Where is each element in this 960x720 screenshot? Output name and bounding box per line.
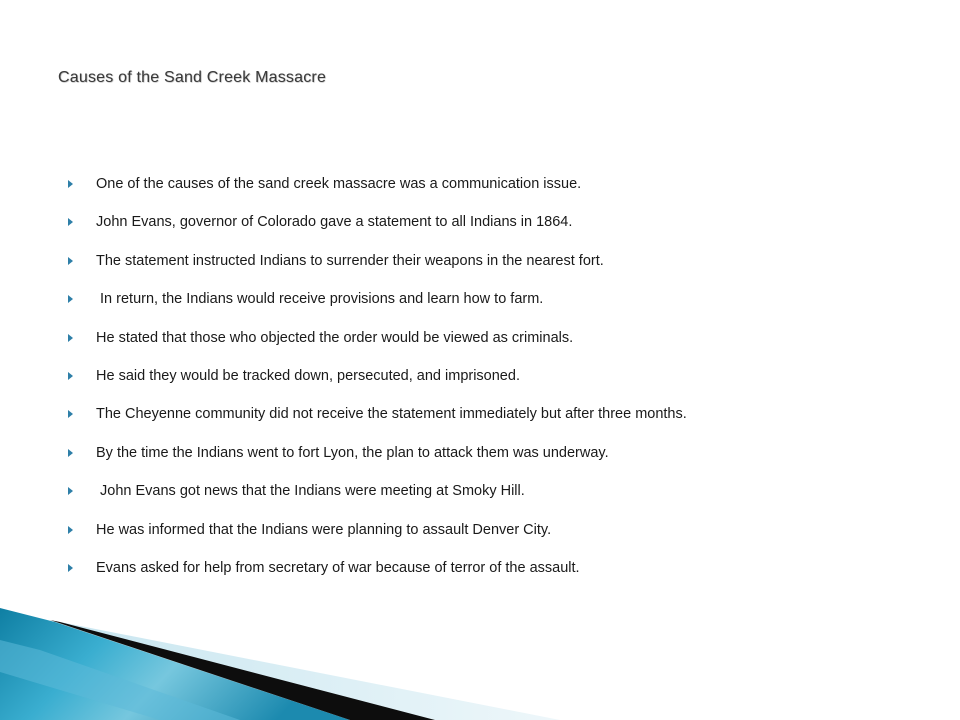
bullet-text: The Cheyenne community did not receive the statement immediately but after three months. bbox=[96, 406, 687, 423]
bullet-text: He stated that those who objected the order would be viewed as criminals. bbox=[96, 329, 574, 346]
bullet-text: John Evans got news that the Indians were meeting at Smoky Hill. bbox=[96, 483, 525, 500]
bullet-text: Evans asked for help from secretary of war because of terror of the assault. bbox=[96, 559, 580, 576]
bullet-text: John Evans, governor of Colorado gave a statement to all Indians in 1864. bbox=[96, 214, 573, 231]
bullet-text: He was informed that the Indians were planning to assault Denver City. bbox=[96, 521, 552, 538]
bullet-text: He said they would be tracked down, persecuted, and imprisoned. bbox=[96, 367, 520, 384]
bullet-text: One of the causes of the sand creek massacre was a communication issue. bbox=[96, 176, 582, 192]
bullet-text: By the time the Indians went to fort Lyon, the plan to attack them was underway. bbox=[96, 444, 609, 461]
bullet-text: The statement instructed Indians to surrender their weapons in the nearest fort. bbox=[96, 252, 604, 269]
bullet-text: In return, the Indians would receive provisions and learn how to farm. bbox=[96, 291, 544, 308]
slide-title: Causes of the Sand Creek Massacre bbox=[58, 69, 327, 86]
